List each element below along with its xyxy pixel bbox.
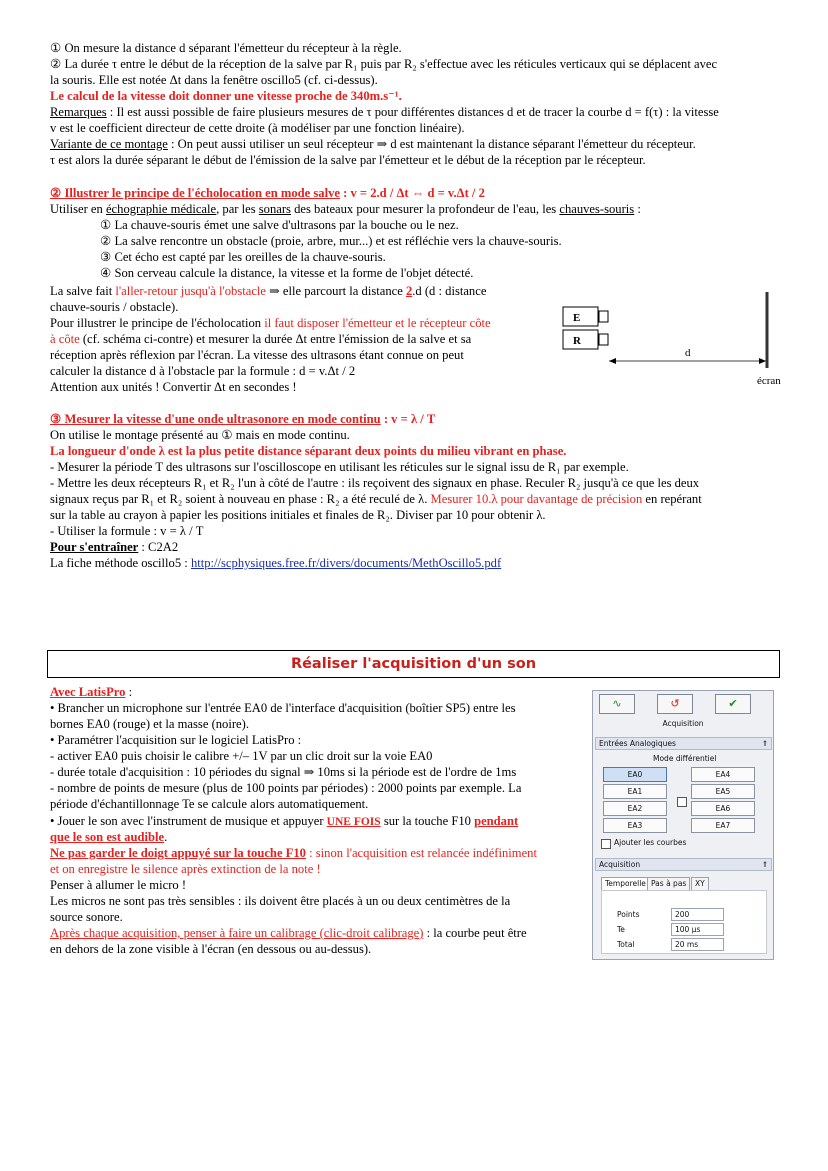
- acquisition-header[interactable]: [595, 858, 772, 871]
- text: , par les: [216, 202, 259, 216]
- text-line: - Utiliser la formule : v = λ / T: [50, 524, 204, 538]
- text: échographie médicale: [105, 202, 217, 216]
- text: sur la touche F10: [380, 814, 475, 828]
- receiver-transducer: [599, 334, 608, 345]
- tab-pas-a-pas[interactable]: Pas à pas: [647, 877, 690, 891]
- differential-mode-label: Mode différentiel: [653, 754, 717, 763]
- text: Avec LatisPro: [50, 685, 126, 699]
- list-item: ① La chauve-souris émet une salve d'ultrasons par la bouche ou le nez.: [100, 218, 459, 232]
- heading-text: ② Illustrer le principe de l'écholocation en mode salve: [50, 186, 340, 200]
- header-text: Entrées Analogiques: [599, 739, 676, 748]
- text-line: On utilise le montage présenté au ① mais en mode continu.: [50, 428, 350, 442]
- list-item: ② La salve rencontre un obstacle (proie, arbre, mur...) et est réfléchie vers la chauve-souris.: [100, 234, 562, 248]
- emitter-label: E: [573, 312, 581, 324]
- text: La salve fait: [50, 284, 116, 298]
- text: sonars: [258, 202, 291, 216]
- text-line: [50, 136, 696, 152]
- text: Utiliser en: [50, 202, 106, 216]
- channel-ea2[interactable]: EA2: [603, 801, 667, 816]
- heading-text: ③ Mesurer la vitesse d'une onde ultrasonore en mode continu: [50, 412, 381, 426]
- collapse-icon: ⇑: [761, 739, 768, 748]
- section-heading: [50, 185, 485, 201]
- waveform-icon: ∿: [612, 697, 622, 710]
- text-line: [50, 315, 491, 331]
- highlight-line: La longueur d'onde λ est la plus petite distance séparant deux points du milieu vibrant en phase.: [50, 444, 567, 458]
- header-text: Acquisition: [599, 860, 641, 869]
- text-line: Attention aux unités ! Convertir Δt en secondes !: [50, 380, 297, 394]
- text: il faut disposer l'émetteur et le récepteur côte: [264, 316, 491, 330]
- section-title-box: Réaliser l'acquisition d'un son: [47, 650, 780, 678]
- text-line: ① On mesure la distance d séparant l'émetteur du récepteur à la règle.: [50, 41, 402, 55]
- validate-button[interactable]: [715, 694, 751, 714]
- subheading: [50, 684, 132, 700]
- heading-formula: : v = 2.d / Δt ⇔ d = v.Δt / 2: [339, 186, 485, 200]
- channel-ea3[interactable]: EA3: [603, 818, 667, 833]
- text-line: v est le coefficient directeur de cette droite (à modéliser par une fonction linéaire).: [50, 121, 465, 135]
- checkmark-icon: ✔: [728, 697, 738, 710]
- text-line: chauve-souris / obstacle).: [50, 300, 179, 314]
- text-line: - Mesurer la période T des ultrasons sur l'oscilloscope en utilisant les réticules sur le signal issu de R₁ par exemple.: [50, 460, 629, 474]
- arrow-right-icon: [759, 358, 766, 364]
- text-line: - Mettre les deux récepteurs R₁ et R₂ l'un à côté de l'autre : ils reçoivent des signaux en phase. Reculer R₂ jusqu'à ce que les deux: [50, 476, 700, 490]
- add-curves-checkbox[interactable]: [601, 839, 611, 849]
- text-line: en dehors de la zone visible à l'écran (en dessous ou au-dessus).: [50, 942, 372, 956]
- label: Variante de ce montage: [50, 137, 168, 151]
- latispro-acquisition-panel: [592, 690, 774, 960]
- text: Pour illustrer le principe de l'écholocation: [50, 316, 265, 330]
- text-line: [50, 813, 518, 830]
- text: (cf. schéma ci-contre) et mesurer la durée Δt entre l'émission de la salve et sa: [79, 332, 472, 346]
- text-line: [50, 201, 641, 217]
- text-line: Les micros ne sont pas très sensibles : ils doivent être placés à un ou deux centimètres de la: [50, 894, 511, 908]
- text: à côte: [50, 332, 80, 346]
- tab-temporelle[interactable]: Temporelle: [601, 877, 650, 891]
- arrow-left-icon: [609, 358, 616, 364]
- channel-ea7[interactable]: EA7: [691, 818, 755, 833]
- channel-ea4[interactable]: EA4: [691, 767, 755, 782]
- acquisition-label: Acquisition: [662, 719, 704, 728]
- list-item: ④ Son cerveau calcule la distance, la vitesse et la forme de l'objet détecté.: [100, 266, 474, 280]
- text-line: - nombre de points de mesure (plus de 100 points par périodes) : 2000 points par exemple. La: [50, 781, 522, 795]
- collapse-icon: ⇑: [761, 860, 768, 869]
- text: UNE FOIS: [326, 816, 381, 828]
- text-line: Penser à allumer le micro !: [50, 878, 187, 892]
- channel-ea0[interactable]: EA0: [603, 767, 667, 782]
- highlight-line: Le calcul de la vitesse doit donner une vitesse proche de 340m.s⁻¹.: [50, 89, 402, 103]
- total-input[interactable]: 20 ms: [671, 938, 724, 951]
- text: ⇒ elle parcourt la distance: [266, 284, 406, 298]
- echolocation-schema: [555, 290, 795, 400]
- text-line: sur la table au crayon à papier les positions initiales et finales de R₂. Diviser par 10 pour obtenir λ.: [50, 508, 546, 522]
- text: signaux reçus par R₁ et R₂ soient à nouveau en phase : R₂ a été reculé de λ.: [50, 492, 431, 506]
- text: : C2A2: [138, 540, 179, 554]
- channel-ea5[interactable]: EA5: [691, 784, 755, 799]
- text: que le son est audible: [50, 830, 165, 844]
- text-line: • Brancher un microphone sur l'entrée EA0 de l'interface d'acquisition (boîtier SP5) entre les: [50, 701, 516, 715]
- text: pendant: [474, 814, 519, 828]
- text-line: [50, 331, 471, 347]
- text-line: [50, 925, 527, 941]
- text-line: [50, 283, 486, 299]
- text: des bateaux pour mesurer la profondeur de l'eau, les: [290, 202, 560, 216]
- text: chauves-souris: [559, 202, 635, 216]
- text: en repérant: [642, 492, 702, 506]
- text-line: la souris. Elle est notée Δt dans la fenêtre oscillo5 (cf. ci-dessus).: [50, 73, 378, 87]
- te-input[interactable]: 100 µs: [671, 923, 724, 936]
- te-label: Te: [617, 925, 625, 934]
- emitter-box: [563, 307, 598, 326]
- text: • Jouer le son avec l'instrument de musique et appuyer: [50, 814, 327, 828]
- text-line: [50, 845, 537, 861]
- emitter-transducer: [599, 311, 608, 322]
- undo-icon: ↺: [670, 697, 680, 710]
- text: : sinon l'acquisition est relancée indéfiniment: [305, 846, 537, 860]
- list-item: ③ Cet écho est capté par les oreilles de la chauve-souris.: [100, 250, 386, 264]
- text: Pour s'entraîner: [50, 540, 139, 554]
- text-line: réception après réflexion par l'écran. La vitesse des ultrasons étant connue on peut: [50, 348, 464, 362]
- channel-ea6[interactable]: EA6: [691, 801, 755, 816]
- text-line: calculer la distance d à l'obstacle par la formule : d = v.Δt / 2: [50, 364, 356, 378]
- text: : la courbe peut être: [423, 926, 527, 940]
- text: : Il est aussi possible de faire plusieurs mesures de τ pour différentes distances d et de tracer la courbe d = f(τ) : la vitesse: [106, 105, 719, 119]
- text-line: - durée totale d'acquisition : 10 périodes du signal ⇒ 10ms si la période est de l'ordre de 1ms: [50, 765, 517, 779]
- text: l'aller-retour jusqu'à l'obstacle: [115, 284, 267, 298]
- text: La fiche méthode oscillo5 :: [50, 556, 191, 570]
- total-label: Total: [617, 940, 635, 949]
- text-line: [50, 555, 501, 571]
- receiver-label: R: [573, 335, 581, 347]
- differential-checkbox[interactable]: [677, 797, 687, 807]
- screen-label: écran: [757, 375, 781, 387]
- channel-ea1[interactable]: EA1: [603, 784, 667, 799]
- text: 2: [405, 284, 413, 298]
- signal-button[interactable]: [599, 694, 635, 714]
- text: :: [125, 685, 133, 699]
- text-line: [50, 491, 702, 507]
- text: : On peut aussi utiliser un seul récepteur ⇒ d est maintenant la distance séparant l'émetteur du récepteur.: [167, 137, 696, 151]
- text-line: [50, 104, 719, 120]
- points-input[interactable]: 200: [671, 908, 724, 921]
- section-heading: [50, 411, 435, 427]
- text-line: [50, 829, 167, 845]
- text: Ne pas garder le doigt appuyé sur la touche F10: [50, 846, 306, 860]
- text-line: source sonore.: [50, 910, 123, 924]
- text: Après chaque acquisition, penser à faire un calibrage (clic-droit calibrage): [50, 926, 424, 940]
- text: :: [634, 202, 641, 216]
- distance-label: d: [685, 347, 691, 359]
- tab-xy[interactable]: XY: [691, 877, 709, 891]
- text-line: ② La durée τ entre le début de la réception de la salve par R₁ puis par R₂ s'effectue avec les réticules verticaux qui se déplacent avec: [50, 57, 718, 71]
- analog-inputs-header[interactable]: [595, 737, 772, 750]
- add-curves-label: Ajouter les courbes: [614, 838, 687, 847]
- text: .: [164, 830, 168, 844]
- text: Mesurer 10.λ pour davantage de précision: [430, 492, 643, 506]
- text-line: [50, 539, 178, 555]
- heading-formula: : v = λ / T: [380, 412, 436, 426]
- text-line: • Paramétrer l'acquisition sur le logiciel LatisPro :: [50, 733, 302, 747]
- reset-button[interactable]: [657, 694, 693, 714]
- text: .d (d : distance: [412, 284, 487, 298]
- method-sheet-link[interactable]: http://scphysiques.free.fr/divers/documents/MethOscillo5.pdf: [190, 556, 502, 570]
- text-line: et on enregistre le silence après extinction de la note !: [50, 862, 321, 876]
- text-line: - activer EA0 puis choisir le calibre +/– 1V par un clic droit sur la voie EA0: [50, 749, 433, 763]
- points-label: Points: [617, 910, 640, 919]
- text-line: période d'échantillonnage Te se calcule alors automatiquement.: [50, 797, 369, 811]
- text-line: bornes EA0 (rouge) et la masse (noire).: [50, 717, 249, 731]
- text-line: τ est alors la durée séparant le début de l'émission de la salve par l'émetteur et le début de la réception par le récepteur.: [50, 153, 646, 167]
- label: Remarques: [50, 105, 107, 119]
